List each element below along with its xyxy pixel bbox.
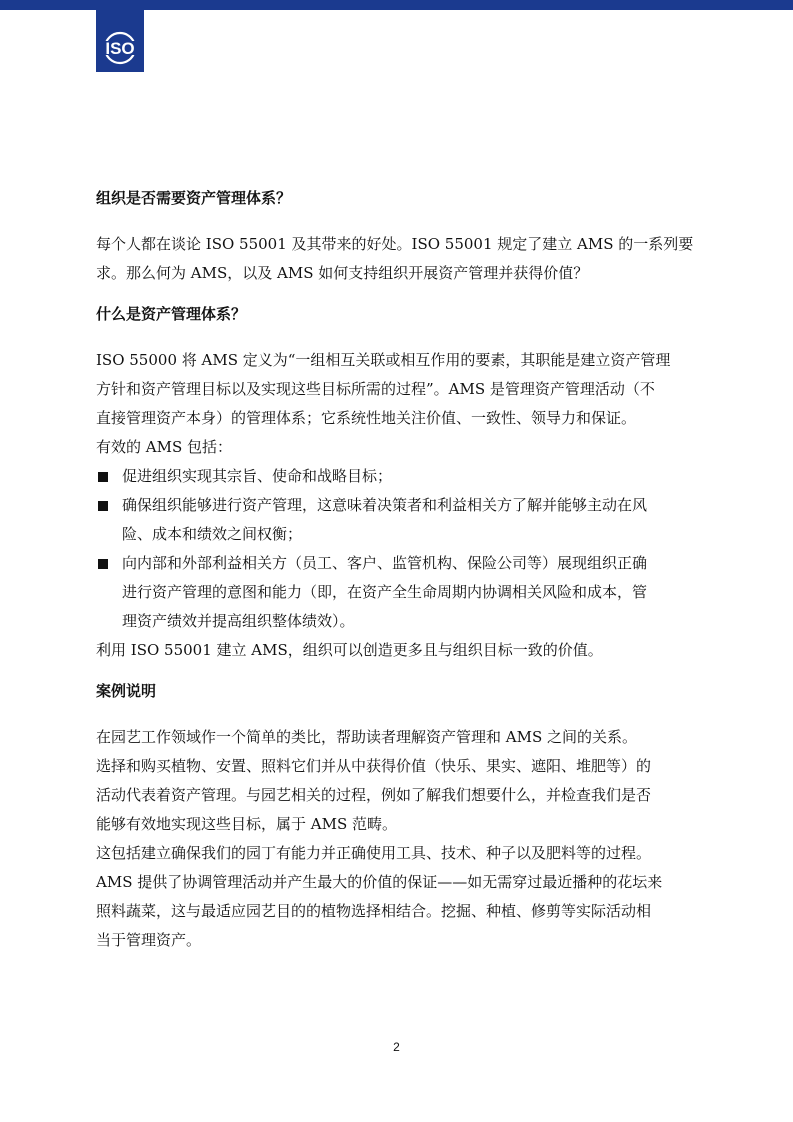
list-item-line: 确保组织能够进行资产管理，这意味着决策者和利益相关方了解并能够主动在风 (122, 496, 648, 514)
list-item-line: 向内部和外部利益相关方（员工、客户、监管机构、保险公司等）展现组织正确 (122, 554, 648, 572)
paragraph-line: 这包括建立确保我们的园丁有能力并正确使用工具、技术、种子以及肥料等的过程。 (96, 844, 652, 862)
paragraph-line: ISO 55000 将 AMS 定义为“一组相互关联或相互作用的要素，其职能是建立资产管理 (96, 351, 671, 369)
list-item-line: 进行资产管理的意图和能力（即，在资产全生命周期内协调相关风险和成本，管 (122, 583, 648, 601)
square-bullet-icon (98, 559, 108, 569)
paragraph-line: 求。那么何为 AMS，以及 AMS 如何支持组织开展资产管理并获得价值？ (96, 264, 589, 282)
square-bullet-icon (98, 501, 108, 511)
paragraph-line: 方针和资产管理目标以及实现这些目标所需的过程”。AMS 是管理资产管理活动（不 (96, 380, 655, 398)
iso-logo-icon (96, 10, 144, 72)
paragraph-line: 能够有效地实现这些目标，属于 AMS 范畴。 (96, 815, 398, 833)
paragraph-line: 选择和购买植物、安置、照料它们并从中获得价值（快乐、果实、遮阳、堆肥等）的 (96, 757, 652, 775)
section-heading-need-ams: 组织是否需要资产管理体系？ (96, 189, 292, 207)
paragraph-line: 直接管理资产本身）的管理体系；它系统性地关注价值、一致性、领导力和保证。 (96, 409, 637, 427)
list-item (96, 549, 701, 636)
paragraph-line: 在园艺工作领域作一个简单的类比，帮助读者理解资产管理和 AMS 之间的关系。 (96, 728, 638, 746)
square-bullet-icon (98, 472, 108, 482)
iso-logo-text: ISO (105, 39, 135, 58)
list-item (96, 462, 701, 491)
paragraph-line: AMS 提供了协调管理活动并产生最大的价值的保证——如无需穿过最近播种的花坛来 (96, 873, 663, 891)
paragraph-line: 照料蔬菜，这与最适应园艺目的的植物选择相结合。挖掘、种植、修剪等实际活动相 (96, 902, 652, 920)
document-body (96, 184, 701, 955)
paragraph-line: 活动代表着资产管理。与园艺相关的过程，例如了解我们想要什么，并检查我们是否 (96, 786, 652, 804)
ams-includes-list (96, 462, 701, 636)
list-item-line: 理资产绩效并提高组织整体绩效）。 (122, 612, 355, 630)
iso-logo (96, 10, 144, 72)
paragraph-line: 利用 ISO 55001 建立 AMS，组织可以创造更多且与组织目标一致的价值。 (96, 641, 603, 659)
list-item-line: 险、成本和绩效之间权衡； (122, 525, 303, 543)
section-heading-case-study: 案例说明 (96, 682, 157, 700)
paragraph-line: 每个人都在谈论 ISO 55001 及其带来的好处。ISO 55001 规定了建立 AMS 的一系列要 (96, 235, 694, 253)
list-item (96, 491, 701, 549)
section-heading-what-is-ams: 什么是资产管理体系？ (96, 305, 247, 323)
list-item-line: 促进组织实现其宗旨、使命和战略目标； (122, 467, 393, 485)
paragraph-line: 当于管理资产。 (96, 931, 202, 949)
paragraph-line: 有效的 AMS 包括： (96, 438, 233, 456)
page-number: 2 (393, 1040, 400, 1054)
top-blue-bar (0, 0, 793, 10)
